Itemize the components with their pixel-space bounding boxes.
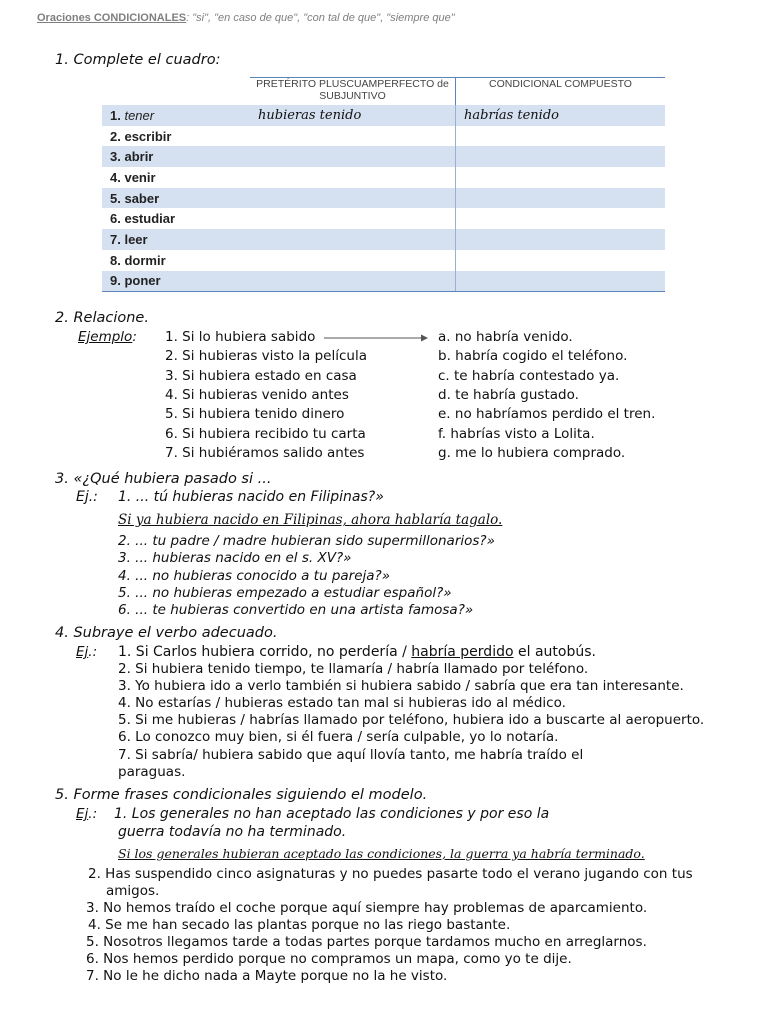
verb-infinitive: saber: [124, 190, 160, 206]
pluscuamperfecto-cell[interactable]: [250, 126, 456, 147]
ex3-title: 3. «¿Qué hubiera pasado si ...: [55, 471, 272, 487]
sentence-item: 5. Si me hubieras / habrías llamado por teléfono, hubiera ido a buscarte al aeropuerto.: [118, 712, 705, 729]
table-header-empty: [102, 78, 250, 106]
verb-table: [102, 77, 665, 292]
sentence-item: 6. Lo conozco muy bien, si él fuera / sería culpable, yo lo notaría.: [118, 729, 559, 746]
question-item: 5. ... no hubieras empezado a estudiar español?»: [118, 584, 452, 601]
condicional-cell[interactable]: [456, 167, 666, 188]
table-row: [102, 126, 665, 147]
exercise-item: 7. No le he dicho nada a Mayte porque no la he visto.: [86, 968, 448, 984]
condition-item: 6. Si hubiera recibido tu carta: [165, 425, 366, 442]
condition-item: 5. Si hubiera tenido dinero: [165, 406, 345, 423]
row-number: 3.: [110, 149, 121, 165]
ex4-ej-label: [76, 644, 97, 660]
question-item: 6. ... te hubieras convertido en una artista famosa?»: [118, 602, 474, 619]
verb-cell: [102, 208, 250, 229]
pluscuamperfecto-cell[interactable]: [250, 146, 456, 167]
result-item: a. no habría venido.: [438, 329, 573, 345]
row-number: 2.: [110, 128, 121, 144]
result-item: d. te habría gustado.: [438, 386, 579, 403]
verb-infinitive: leer: [124, 231, 148, 247]
ex3-answer: Si ya hubiera nacido en Filipinas, ahora hablaría tagalo.: [118, 512, 503, 528]
ex5-ej-line1: 1. Los generales no han aceptado las condiciones y por eso la: [114, 806, 550, 822]
ex4-ej-underlined: habría perdido: [411, 644, 514, 660]
row-number: 5.: [110, 190, 121, 206]
ej-word: Ej: [76, 806, 89, 822]
table-row: [102, 146, 665, 167]
table-row: [102, 229, 665, 250]
pluscuamperfecto-cell[interactable]: [250, 271, 456, 292]
verb-infinitive: tener: [124, 107, 155, 123]
verb-cell: [102, 271, 250, 292]
verb-cell: [102, 105, 250, 126]
table-row: [102, 188, 665, 209]
condicional-cell[interactable]: [456, 126, 666, 147]
ej-colon: .:: [88, 644, 98, 660]
sentence-item: 2. Si hubiera tenido tiempo, te llamaría / habría llamado por teléfono.: [118, 661, 589, 677]
table-header-condicional: CONDICIONAL COMPUESTO: [456, 78, 666, 106]
ex5-title: 5. Forme frases condicionales siguiendo el modelo.: [55, 787, 428, 803]
verb-cell: [102, 126, 250, 147]
verb-cell: [102, 188, 250, 209]
ejemplo-colon: :: [132, 329, 137, 345]
ex5-ej-line2: guerra todavía no ha terminado.: [118, 824, 347, 840]
pluscuamperfecto-cell[interactable]: [250, 229, 456, 250]
condicional-cell[interactable]: [456, 271, 666, 292]
page-header: [37, 12, 455, 24]
pluscuamperfecto-cell[interactable]: [250, 167, 456, 188]
table-row: [102, 167, 665, 188]
ex4-ej-post: el autobús.: [513, 644, 596, 660]
ex4-title: 4. Subraye el verbo adecuado.: [55, 625, 278, 641]
condition-item: 4. Si hubieras venido antes: [165, 386, 349, 403]
exercise-item: amigos.: [106, 883, 160, 899]
condition-item: 7. Si hubiéramos salido antes: [165, 444, 365, 461]
pluscuamperfecto-cell[interactable]: [250, 250, 456, 271]
condicional-cell[interactable]: [456, 250, 666, 271]
ex1-title: 1. Complete el cuadro:: [55, 52, 221, 68]
question-item: 4. ... no hubieras conocido a tu pareja?»: [118, 567, 391, 584]
row-number: 7.: [110, 231, 121, 247]
exercise-item: 6. Nos hemos perdido porque no compramos un mapa, como yo te dije.: [86, 951, 572, 967]
pluscuamperfecto-cell[interactable]: [250, 188, 456, 209]
table-row: [102, 208, 665, 229]
question-item: 2. ... tu padre / madre hubieran sido supermillonarios?»: [118, 533, 495, 549]
condicional-cell[interactable]: [456, 229, 666, 250]
table-row: [102, 105, 665, 126]
condicional-cell[interactable]: [456, 188, 666, 209]
verb-cell: [102, 167, 250, 188]
condition-item: 1. Si lo hubiera sabido: [165, 329, 316, 345]
sentence-item: 7. Si sabría/ hubiera sabido que aquí llovía tanto, me habría traído el: [118, 746, 584, 763]
exercise-item: 5. Nosotros llegamos tarde a todas partes porque tardamos mucho en arreglarnos.: [86, 934, 647, 950]
row-number: 6.: [110, 211, 121, 227]
verb-infinitive: estudiar: [124, 211, 176, 227]
result-item: f. habrías visto a Lolita.: [438, 425, 595, 442]
verb-infinitive: escribir: [124, 128, 172, 144]
table-header-pluscuamperfecto: PRETÉRITO PLUSCUAMPERFECTO de SUBJUNTIVO: [250, 78, 456, 106]
ex2-example-label: [78, 329, 137, 345]
pluscuamperfecto-cell[interactable]: hubieras tenido: [250, 105, 456, 126]
table-row: [102, 271, 665, 292]
ex5-answer: Si los generales hubieran aceptado las condiciones, la guerra ya habría terminado.: [118, 846, 645, 861]
exercise-item: 2. Has suspendido cinco asignaturas y no puedes pasarte todo el verano jugando con tus: [88, 866, 693, 882]
question-item: 3. ... hubieras nacido en el s. XV?»: [118, 550, 352, 567]
ex5-ej-label: [76, 806, 97, 822]
ex3-ej-label: Ej.:: [76, 489, 98, 505]
verb-infinitive: poner: [124, 273, 161, 289]
ex4-ej-pre: 1. Si Carlos hubiera corrido, no perdería /: [118, 644, 412, 660]
ejemplo-word: Ejemplo: [78, 329, 133, 345]
row-number: 9.: [110, 273, 121, 289]
arrow-icon: [324, 333, 428, 343]
verb-cell: [102, 146, 250, 167]
header-rest: : "si", "en caso de que", "con tal de que", "siempre que": [186, 12, 455, 24]
verb-infinitive: venir: [124, 169, 156, 185]
result-item: c. te habría contestado ya.: [438, 367, 620, 384]
table-row: [102, 250, 665, 271]
condition-item: 2. Si hubieras visto la película: [165, 348, 367, 365]
condicional-cell[interactable]: habrías tenido: [456, 105, 666, 126]
condicional-cell[interactable]: [456, 146, 666, 167]
ex4-ej-sentence: [118, 644, 596, 660]
condicional-cell[interactable]: [456, 208, 666, 229]
ex2-title: 2. Relacione.: [55, 310, 149, 326]
result-item: g. me lo hubiera comprado.: [438, 444, 626, 461]
sentence-item: paraguas.: [118, 763, 186, 780]
verb-infinitive: abrir: [124, 149, 154, 165]
result-item: b. habría cogido el teléfono.: [438, 348, 628, 365]
sentence-item: 4. No estarías / hubieras estado tan mal si hubieras ido al médico.: [118, 695, 566, 712]
ej-colon: .:: [88, 806, 98, 822]
row-number: 1.: [110, 107, 121, 123]
pluscuamperfecto-cell[interactable]: [250, 208, 456, 229]
exercise-item: 4. Se me han secado las plantas porque no las riego bastante.: [88, 917, 511, 933]
verb-cell: [102, 229, 250, 250]
exercise-item: 3. No hemos traído el coche porque aquí siempre hay problemas de aparcamiento.: [86, 900, 648, 916]
verb-cell: [102, 250, 250, 271]
row-number: 4.: [110, 169, 121, 185]
ex3-ej-text: 1. ... tú hubieras nacido en Filipinas?»: [118, 489, 384, 505]
result-item: e. no habríamos perdido el tren.: [438, 406, 656, 423]
sentence-item: 3. Yo hubiera ido a verlo también si hubiera sabido / sabría que era tan interesante.: [118, 678, 684, 695]
header-lead: Oraciones CONDICIONALES: [37, 12, 187, 24]
verb-infinitive: dormir: [124, 252, 166, 268]
ej-word: Ej: [76, 644, 89, 660]
condition-item: 3. Si hubiera estado en casa: [165, 367, 357, 384]
row-number: 8.: [110, 252, 121, 268]
